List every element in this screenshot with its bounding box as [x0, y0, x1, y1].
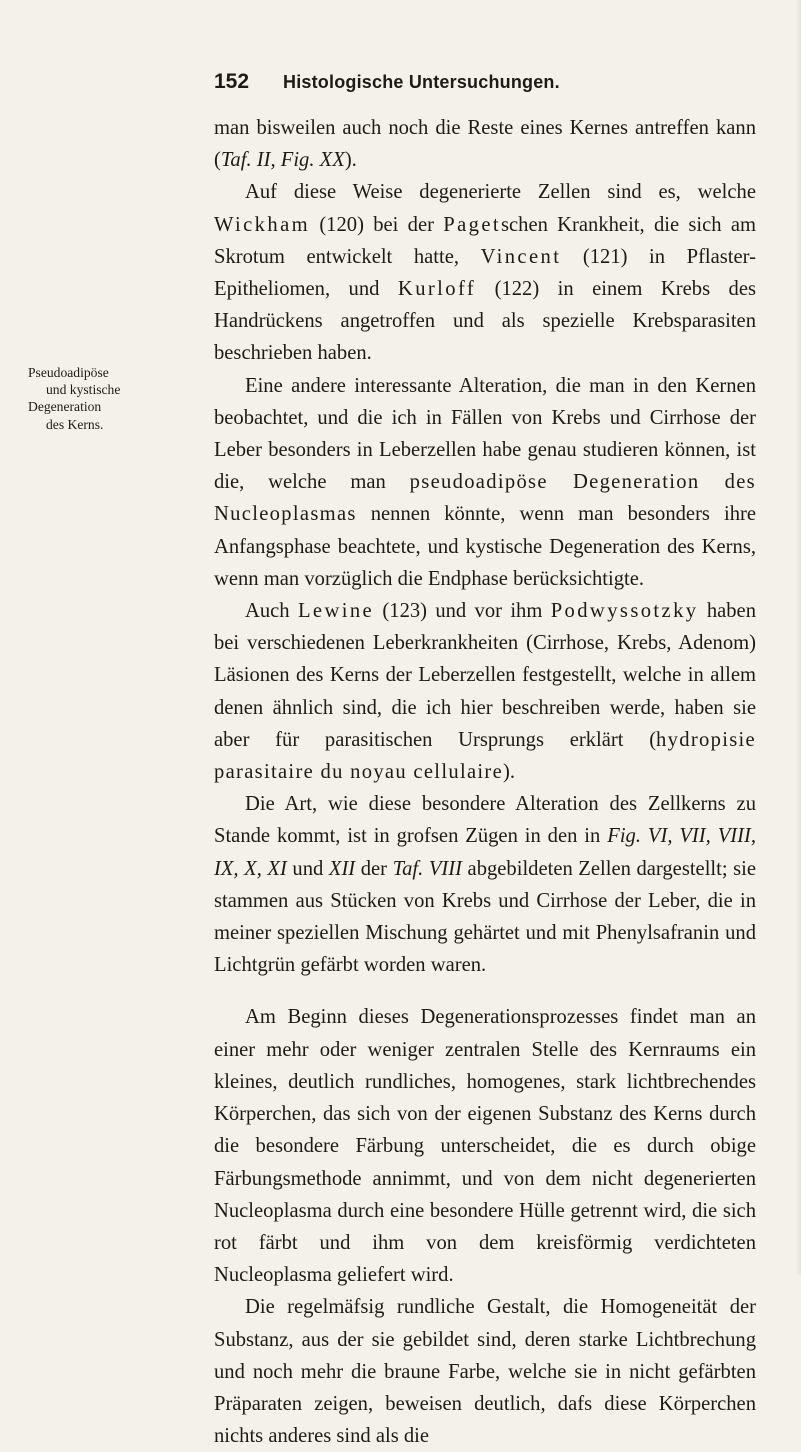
- paragraph: Eine andere interessante Alteration, die man in den Kernen beobachtet, und die ich in Fällen von Krebs und Cirrhose der Leber besonders in Leberzellen habe genau studieren können, ist die, welche man pseudoadipöse Degeneration des Nucleoplasmas nennen könnte, wenn man besonders ihre Anfangsphase beachtete, und kystische Degeneration des Kerns, wenn man vorzüglich die Endphase berücksichtigte.: [214, 374, 756, 590]
- running-title: Histologische Untersuchungen.: [283, 72, 560, 92]
- page-number: 152: [214, 70, 250, 93]
- figure-reference: Fig. VI, VII, VIII, IX, X, XI: [214, 825, 756, 880]
- figure-reference: XII: [328, 857, 356, 880]
- author-name: Vincent: [480, 245, 562, 268]
- margin-note-line: und kystische: [46, 382, 121, 398]
- body-text: [214, 112, 756, 1452]
- spaced-term: hydropisie parasitaire du noyau cellulaire: [214, 728, 756, 784]
- author-name: Kurloff: [397, 278, 477, 301]
- paragraph: Auf diese Weise degenerierte Zellen sind es, welche Wickham (120) bei der Pagetschen Krankheit, die sich am Skrotum entwickelt hatte, Vincent (121) in Pflaster-Epitheliomen, und Kurloff (122) in einem Krebs des Handrückens angetroffen und als spezielle Krebsparasiten beschrieben haben.: [214, 181, 757, 365]
- author-name: Lewine: [297, 600, 375, 623]
- author-name: Podwyssotzky: [550, 600, 699, 623]
- paragraph: Die regelmäfsig rundliche Gestalt, die Homogeneität der Substanz, aus der sie gebildet sind, deren starke Lichtbrechung und noch mehr die braune Farbe, welche sie in nicht gefärbten Präparaten zeigen, beweisen deutlich, dafs diese Körperchen nichts anderes sind als die: [214, 1296, 756, 1448]
- paragraph: Die Art, wie diese besondere Alteration des Zellkerns zu Stande kommt, ist in grofsen Zügen in den in Fig. VI, VII, VIII, IX, X, XI und XII der Taf. VIII abgebildeten Zellen dargestellt; sie stammen aus Stücken von Krebs und Cirrhose der Leber, die in meiner speziellen Mischung gehärtet und mit Phenylsafranin und Lichtgrün gefärbt worden waren.: [214, 793, 757, 977]
- paragraph: Am Beginn dieses Degenerationsprozesses findet man an einer mehr oder weniger zentralen Stelle des Kernraums ein kleines, deutlich rundliches, homogenes, stark lichtbrechendes Körperchen, das sich von der eigenen Substanz des Kerns durch die besondere Färbung unterscheidet, die es durch obige Färbungsmethode annimmt, und von dem nicht degenerierten Nucleoplasma durch eine besondere Hülle getrennt wird, die sich rot färbt und ihm von dem kreisförmig verdichteten Nucleoplasma geliefert wird.: [214, 1006, 756, 1287]
- author-name: Paget: [443, 213, 501, 236]
- page-header: [214, 70, 634, 96]
- paragraph: man bisweilen auch noch die Reste eines Kernes antreffen kann (Taf. II, Fig. XX).: [214, 117, 756, 172]
- figure-reference: Taf. II, Fig. XX: [220, 149, 345, 172]
- margin-note-line: Degeneration: [28, 399, 102, 415]
- page-edge-shadow: [795, 0, 801, 1275]
- figure-reference: Taf. VIII: [392, 857, 462, 880]
- margin-note-line: Pseudoadipöse: [28, 365, 109, 380]
- author-name: Wickham: [214, 213, 311, 236]
- margin-note-line: des Kerns.: [46, 416, 104, 432]
- spaced-term: pseudoadipöse Degeneration des Nucleoplasmas: [214, 471, 756, 526]
- margin-note: [28, 364, 138, 433]
- paragraph: Auch Lewine (123) und vor ihm Podwyssotzky haben bei verschiedenen Leberkrankheiten (Cirrhose, Krebs, Adenom) Läsionen des Kerns der Leberzellen festgestellt, welche in allem denen ähnlich sind, die ich hier beschreiben werde, haben sie aber für parasitischen Ursprungs erklärt (hydropisie parasitaire du noyau cellulaire).: [214, 600, 756, 784]
